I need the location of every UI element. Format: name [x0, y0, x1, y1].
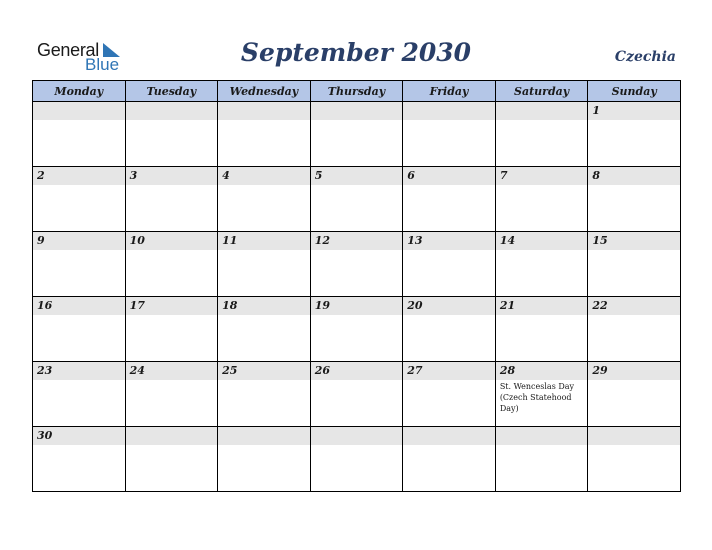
day-number: 17	[126, 297, 218, 315]
weekday-header: Friday	[403, 81, 496, 102]
day-cell	[403, 232, 496, 297]
day-cell	[403, 427, 496, 492]
weekday-header: Sunday	[588, 81, 681, 102]
week-row	[33, 102, 681, 167]
day-number: 22	[588, 297, 680, 315]
day-cell	[310, 167, 403, 232]
day-cell	[403, 102, 496, 167]
day-cell	[33, 297, 126, 362]
day-cell	[218, 167, 311, 232]
day-number: 1	[588, 102, 680, 120]
day-number	[403, 427, 495, 445]
day-cell	[33, 102, 126, 167]
day-cell	[33, 167, 126, 232]
day-cell	[218, 427, 311, 492]
day-number	[126, 102, 218, 120]
day-cell	[33, 232, 126, 297]
weekday-header: Wednesday	[218, 81, 311, 102]
day-cell	[310, 297, 403, 362]
day-cell	[588, 102, 681, 167]
day-cell	[403, 297, 496, 362]
day-cell	[403, 167, 496, 232]
week-row	[33, 232, 681, 297]
day-number: 24	[126, 362, 218, 380]
day-cell	[125, 427, 218, 492]
day-number: 26	[311, 362, 403, 380]
day-number: 12	[311, 232, 403, 250]
day-number	[496, 427, 588, 445]
day-number	[588, 427, 680, 445]
week-row	[33, 362, 681, 427]
day-cell	[218, 297, 311, 362]
day-cell	[310, 102, 403, 167]
day-number: 16	[33, 297, 125, 315]
day-cell	[218, 232, 311, 297]
day-cell	[310, 362, 403, 427]
day-cell	[125, 102, 218, 167]
day-number	[403, 102, 495, 120]
day-cell	[495, 427, 588, 492]
day-cell	[125, 297, 218, 362]
day-cell	[495, 102, 588, 167]
day-number	[126, 427, 218, 445]
week-row	[33, 427, 681, 492]
day-number	[311, 427, 403, 445]
day-number: 3	[126, 167, 218, 185]
day-cell	[588, 362, 681, 427]
day-cell	[125, 167, 218, 232]
day-number: 4	[218, 167, 310, 185]
day-cell	[125, 232, 218, 297]
day-number	[218, 102, 310, 120]
day-number: 10	[126, 232, 218, 250]
day-number: 6	[403, 167, 495, 185]
day-number: 14	[496, 232, 588, 250]
day-number: 2	[33, 167, 125, 185]
weekday-header: Tuesday	[125, 81, 218, 102]
day-number: 20	[403, 297, 495, 315]
logo-text-general: General	[37, 40, 99, 60]
day-number: 7	[496, 167, 588, 185]
day-number: 15	[588, 232, 680, 250]
holiday-note: St. Wenceslas Day (Czech Statehood Day)	[499, 382, 575, 413]
day-number: 29	[588, 362, 680, 380]
weekday-header: Monday	[33, 81, 126, 102]
calendar-grid	[32, 80, 681, 492]
logo-text-blue: Blue	[85, 55, 120, 74]
country-label: Czechia	[614, 49, 676, 65]
week-row	[33, 167, 681, 232]
day-number	[218, 427, 310, 445]
day-number: 13	[403, 232, 495, 250]
day-number: 28	[496, 362, 588, 380]
day-number: 8	[588, 167, 680, 185]
day-cell	[495, 297, 588, 362]
day-cell	[588, 167, 681, 232]
day-cell	[33, 362, 126, 427]
day-cell	[588, 297, 681, 362]
day-number: 25	[218, 362, 310, 380]
day-cell	[588, 232, 681, 297]
day-number: 9	[33, 232, 125, 250]
day-number: 19	[311, 297, 403, 315]
day-cell	[495, 362, 588, 427]
calendar-title: September 2030	[240, 38, 472, 67]
day-cell	[33, 427, 126, 492]
day-number: 11	[218, 232, 310, 250]
day-number: 27	[403, 362, 495, 380]
day-cell	[218, 102, 311, 167]
weekday-header: Thursday	[310, 81, 403, 102]
day-cell	[218, 362, 311, 427]
week-row	[33, 297, 681, 362]
day-cell	[495, 167, 588, 232]
day-number: 5	[311, 167, 403, 185]
day-number: 18	[218, 297, 310, 315]
day-cell	[495, 232, 588, 297]
day-number	[33, 102, 125, 120]
day-cell	[403, 362, 496, 427]
day-cell	[588, 427, 681, 492]
day-number: 21	[496, 297, 588, 315]
day-cell	[310, 232, 403, 297]
weekday-header: Saturday	[495, 81, 588, 102]
day-number	[311, 102, 403, 120]
day-number: 30	[33, 427, 125, 445]
day-cell	[125, 362, 218, 427]
day-number: 23	[33, 362, 125, 380]
weekday-header-row	[33, 81, 681, 102]
day-number	[496, 102, 588, 120]
day-cell	[310, 427, 403, 492]
